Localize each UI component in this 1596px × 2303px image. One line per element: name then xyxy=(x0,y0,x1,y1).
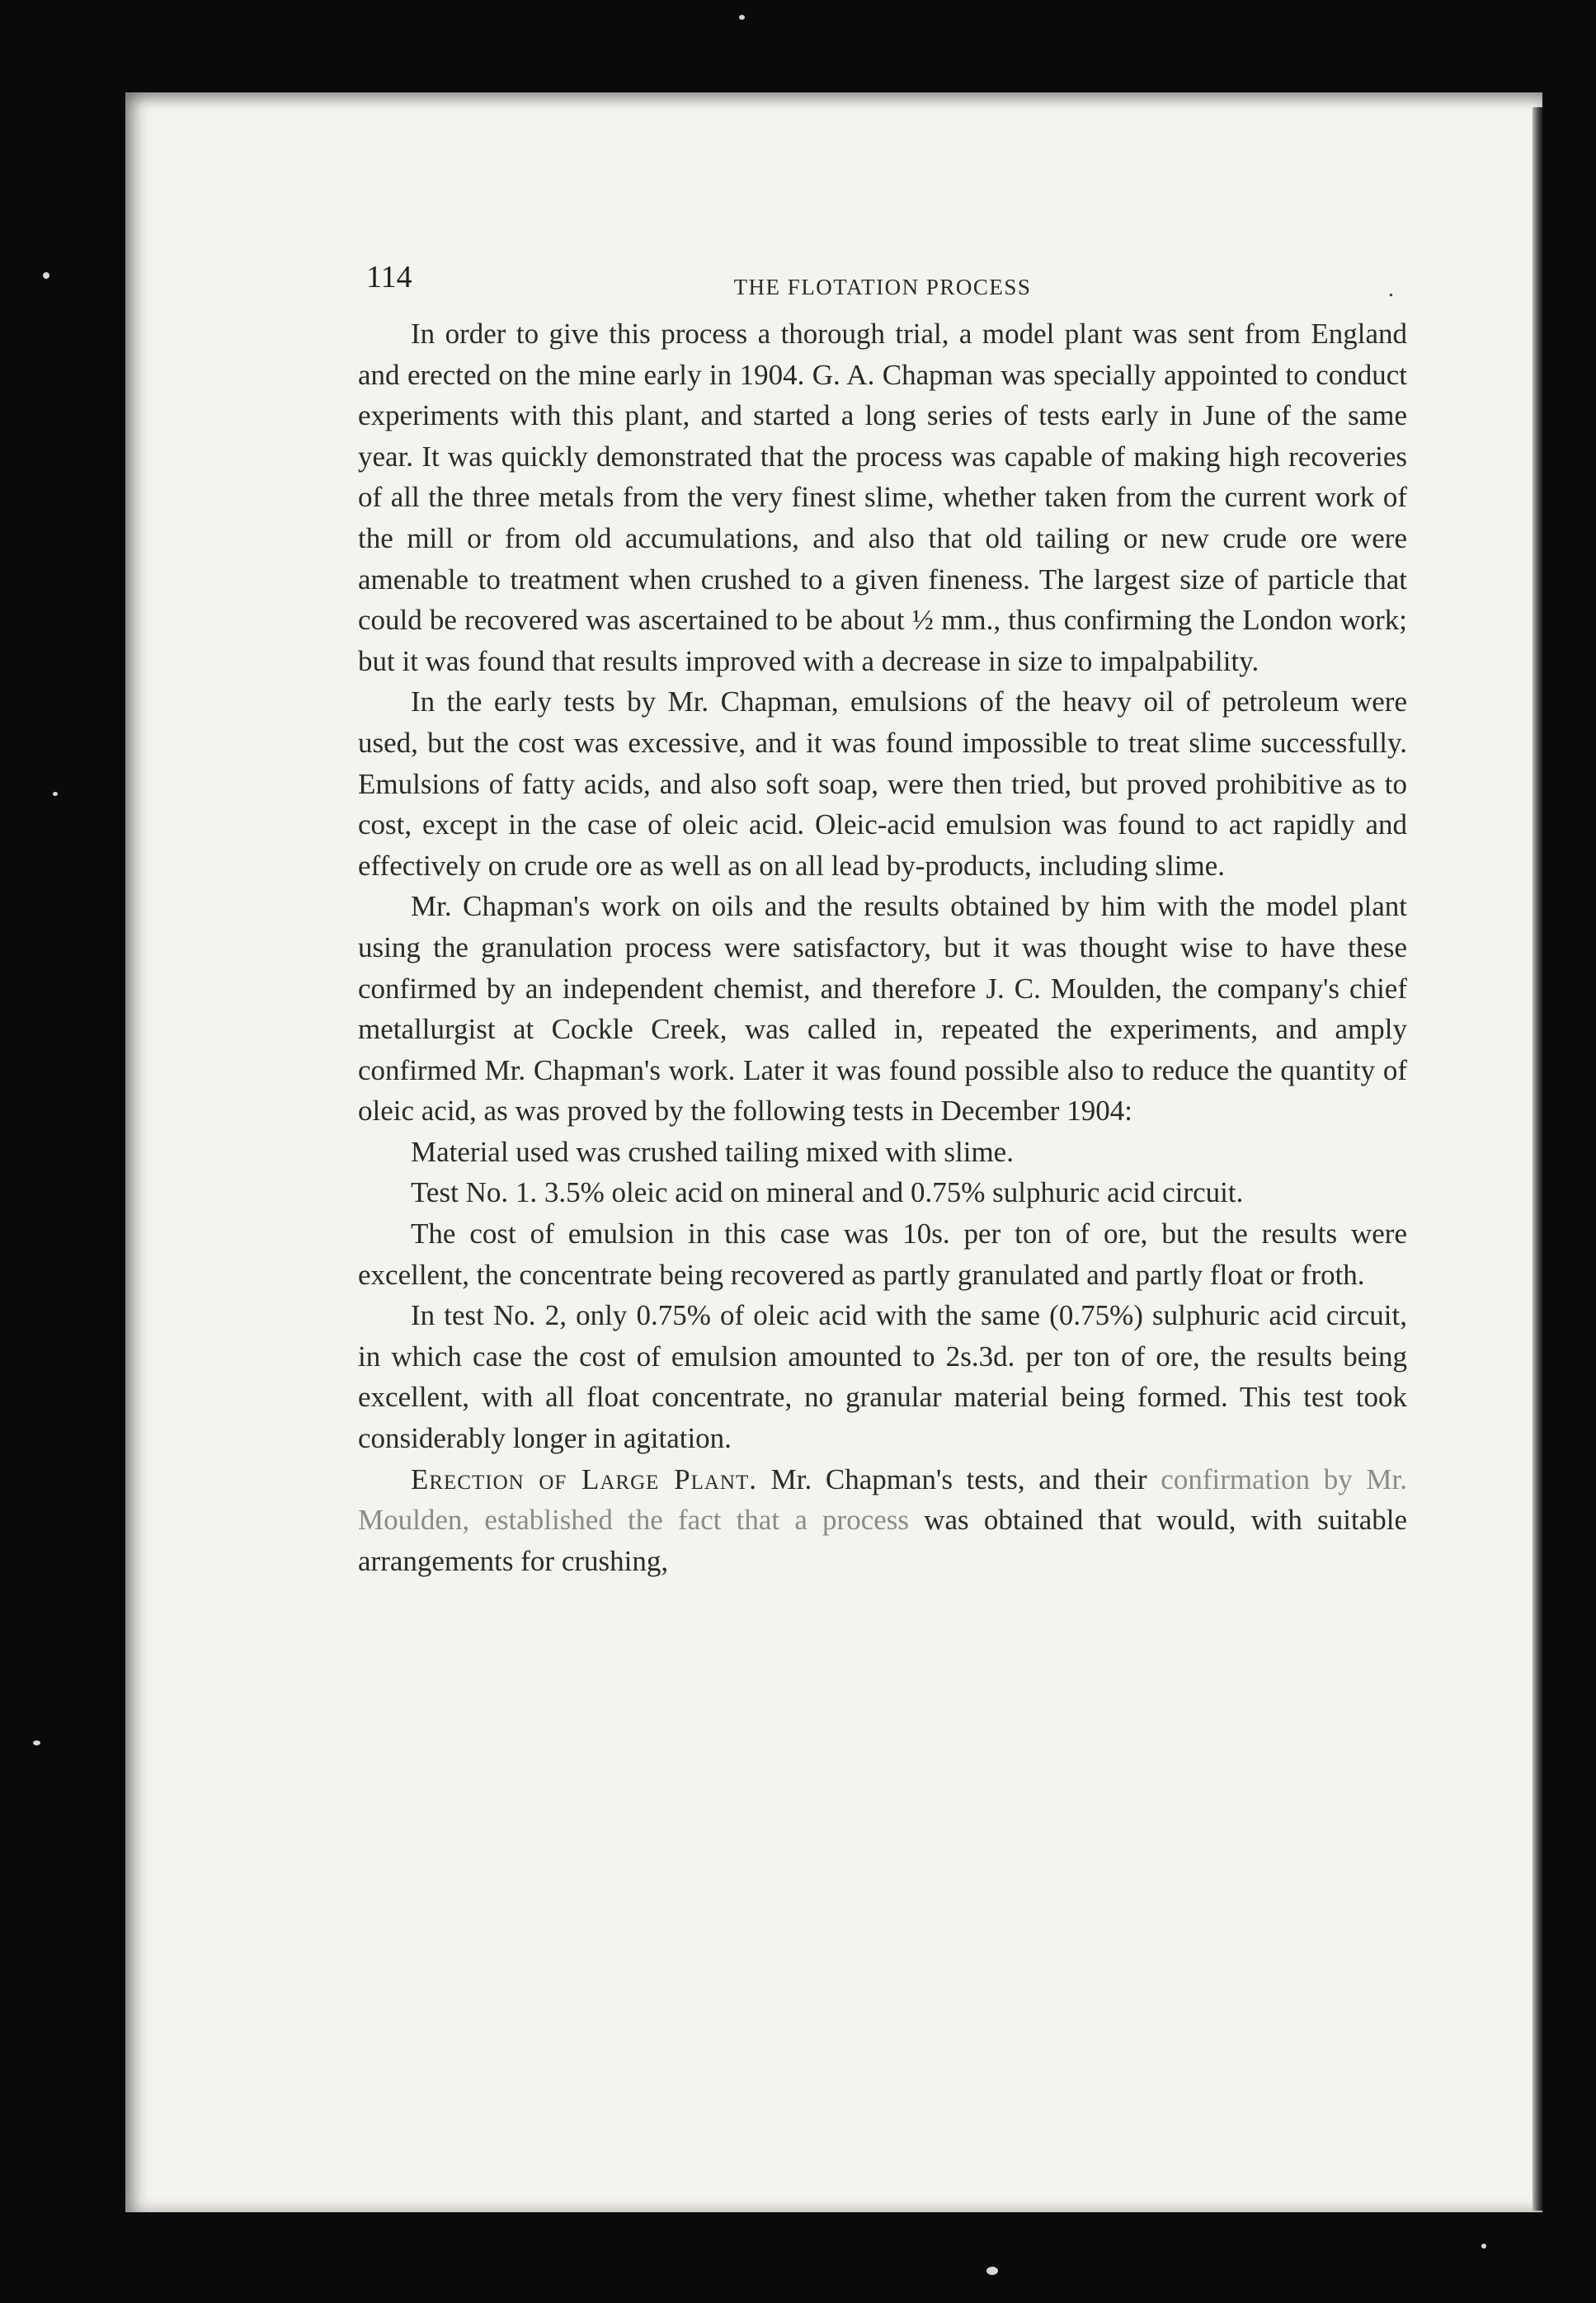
paragraph: In order to give this process a thorough trial, a model plant was sent from England and erected on the mine early in 1904. G. A. Chapman was specially appointed to conduct experiments with this plant, and started a long series of tests early in June of the same year. It was quickly demonstrated that the process was capable of making high recoveries of all the three metals from the very finest slime, whether taken from the current work of the mill or from old accumulations, and also that old tailing or new crude ore were amenable to treatment when crushed to a given fineness. The largest size of particle that could be recovered was ascertained to be about ½ mm., thus confirming the London work; but it was found that results improved with a decrease in size to impalpability. xyxy=(358,318,1407,677)
header-mark: . xyxy=(1388,276,1394,302)
page-number: 114 xyxy=(366,260,412,294)
running-title: THE FLOTATION PROCESS xyxy=(733,275,1032,299)
running-head xyxy=(358,256,1407,313)
page-edge xyxy=(1532,107,1542,2211)
dust-speck xyxy=(53,792,58,796)
paragraph: In the early tests by Mr. Chapman, emulsions of the heavy oil of petroleum were used, but the cost was excessive, and it was found impossible to treat slime successfully. Emulsions of fatty acids, and also soft soap, were then tried, but proved prohibitive as to cost, except in the case of oleic acid. Oleic-acid emulsion was found to act rapidly and effectively on crude ore as well as on all lead by-products, including slime. xyxy=(358,685,1407,882)
dust-speck xyxy=(739,15,745,20)
paragraph: The cost of emulsion in this case was 10s. per ton of ore, but the results were excellent, the concentrate being recovered as partly granulated and partly float or froth. xyxy=(358,1217,1407,1291)
paragraph: Mr. Chapman's work on oils and the results obtained by him with the model plant using the granulation process were satisfactory, but it was thought wise to have these confirmed by an independent chemist, and therefore J. C. Moulden, the company's chief metallurgist at Cockle Creek, was called in, repeated the experiments, and amply confirmed Mr. Chapman's work. Later it was found possible also to reduce the quantity of oleic acid, as was proved by the following tests in December 1904: xyxy=(358,890,1407,1128)
dust-speck xyxy=(33,1740,40,1745)
dust-speck xyxy=(1481,2244,1486,2249)
paragraph: In test No. 2, only 0.75% of oleic acid with the same (0.75%) sulphuric acid circuit, in which case the cost of emulsion amounted to 2s.3d. per ton of ore, the results being excellent, with all float concentrate, no granular material being formed. This test took considerably longer in agitation. xyxy=(358,1299,1407,1455)
dust-speck xyxy=(986,2267,998,2275)
paragraph: Material used was crushed tailing mixed with slime. xyxy=(411,1135,1014,1168)
section-text: was obtained that would, with suitable arrangements for crushing, xyxy=(358,1504,1407,1577)
section-text: Mr. Chapman's tests, and their xyxy=(770,1462,1147,1495)
paragraph: Test No. 1. 3.5% oleic acid on mineral and 0.75% sulphuric acid circuit. xyxy=(411,1176,1244,1209)
section-text-faded: confirmation by Mr. Moulden, established the fact that a process xyxy=(358,1462,1408,1537)
page-text xyxy=(358,256,1407,1581)
dust-speck xyxy=(43,272,49,279)
section-paragraph xyxy=(358,1459,1407,1582)
section-heading: Erection of Large Plant. xyxy=(411,1462,757,1495)
